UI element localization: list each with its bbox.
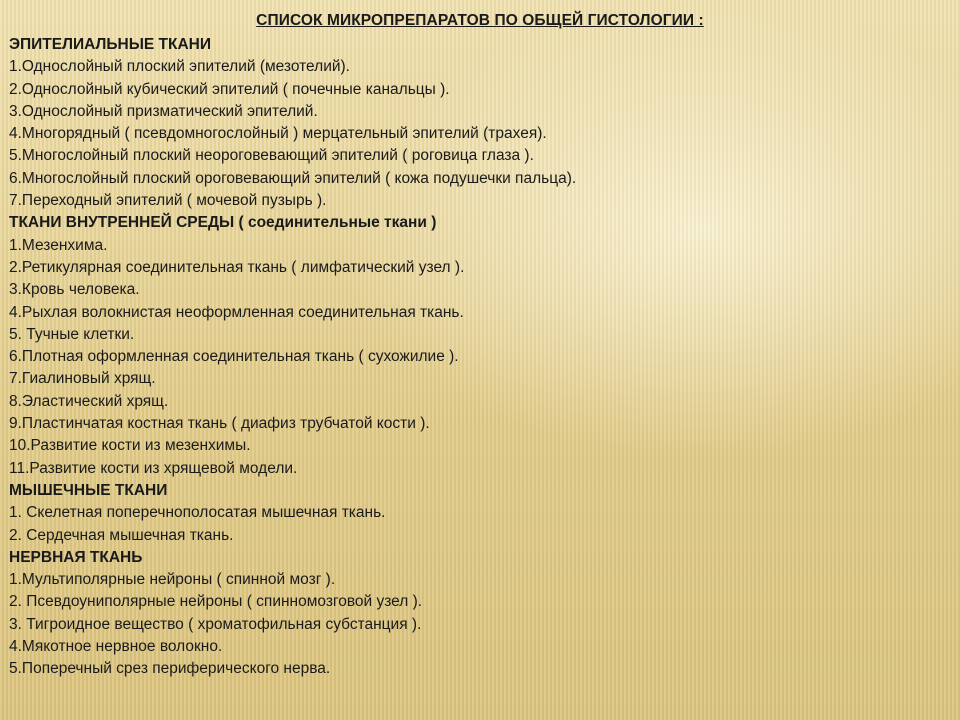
list-item: 5.Поперечный срез периферического нерва. [9, 660, 331, 678]
section-epithelial [9, 34, 949, 212]
list-item: 1. Скелетная поперечнополосатая мышечная ткань. [9, 504, 386, 522]
list-item: 3.Однослойный призматический эпителий. [9, 102, 318, 120]
list-item: 7.Переходный эпителий ( мочевой пузырь ). [9, 192, 327, 210]
section-connective [9, 212, 949, 480]
list-item: 11.Развитие кости из хрящевой модели. [9, 459, 298, 477]
list-item: 6.Плотная оформленная соединительная ткань ( сухожилие ). [9, 348, 459, 366]
section-heading: ЭПИТЕЛИАЛЬНЫЕ ТКАНИ [9, 36, 211, 53]
list-item: 10.Развитие кости из мезенхимы. [9, 437, 251, 455]
list-item: 2.Однослойный кубический эпителий ( почечные канальцы ). [9, 80, 450, 98]
list-item: 4.Рыхлая волокнистая неоформленная соединительная ткань. [9, 303, 464, 321]
list-item: 6.Многослойный плоский ороговевающий эпителий ( кожа подушечки пальца). [9, 169, 577, 187]
list-item: 1.Мультиполярные нейроны ( спинной мозг ). [9, 571, 336, 589]
list-item: 9.Пластинчатая костная ткань ( диафиз трубчатой кости ). [9, 415, 430, 433]
list-item: 7.Гиалиновый хрящ. [9, 370, 156, 388]
list-item: 4.Мякотное нервное волокно. [9, 638, 223, 656]
list-item: 1.Мезенхима. [9, 236, 108, 254]
page-title: СПИСОК МИКРОПРЕПАРАТОВ ПО ОБЩЕЙ ГИСТОЛОГИИ : [256, 12, 704, 29]
section-heading: НЕРВНАЯ ТКАНЬ [9, 548, 143, 566]
list-item: 8.Эластический хрящ. [9, 392, 169, 410]
list-item: 4.Многорядный ( псевдомногослойный ) мерцательный эпителий (трахея). [9, 125, 547, 143]
list-item: 1.Однослойный плоский эпителий (мезотелий). [9, 58, 350, 76]
section-muscle [9, 480, 949, 547]
section-heading: ТКАНИ ВНУТРЕННЕЙ СРЕДЫ ( соединительные ткани ) [9, 214, 437, 232]
micropreparation-list [9, 34, 949, 681]
list-item: 2.Ретикулярная соединительная ткань ( лимфатический узел ). [9, 258, 465, 276]
list-item: 2. Сердечная мышечная ткань. [9, 526, 234, 544]
list-item: 3.Кровь человека. [9, 281, 140, 299]
list-item: 3. Тигроидное вещество ( хроматофильная субстанция ). [9, 615, 422, 633]
section-heading: МЫШЕЧНЫЕ ТКАНИ [9, 481, 168, 499]
list-item: 2. Псевдоуниполярные нейроны ( спинномозговой узел ). [9, 593, 423, 611]
section-nervous [9, 547, 949, 681]
list-item: 5. Тучные клетки. [9, 325, 135, 343]
list-item: 5.Многослойный плоский неороговевающий эпителий ( роговица глаза ). [9, 147, 534, 165]
